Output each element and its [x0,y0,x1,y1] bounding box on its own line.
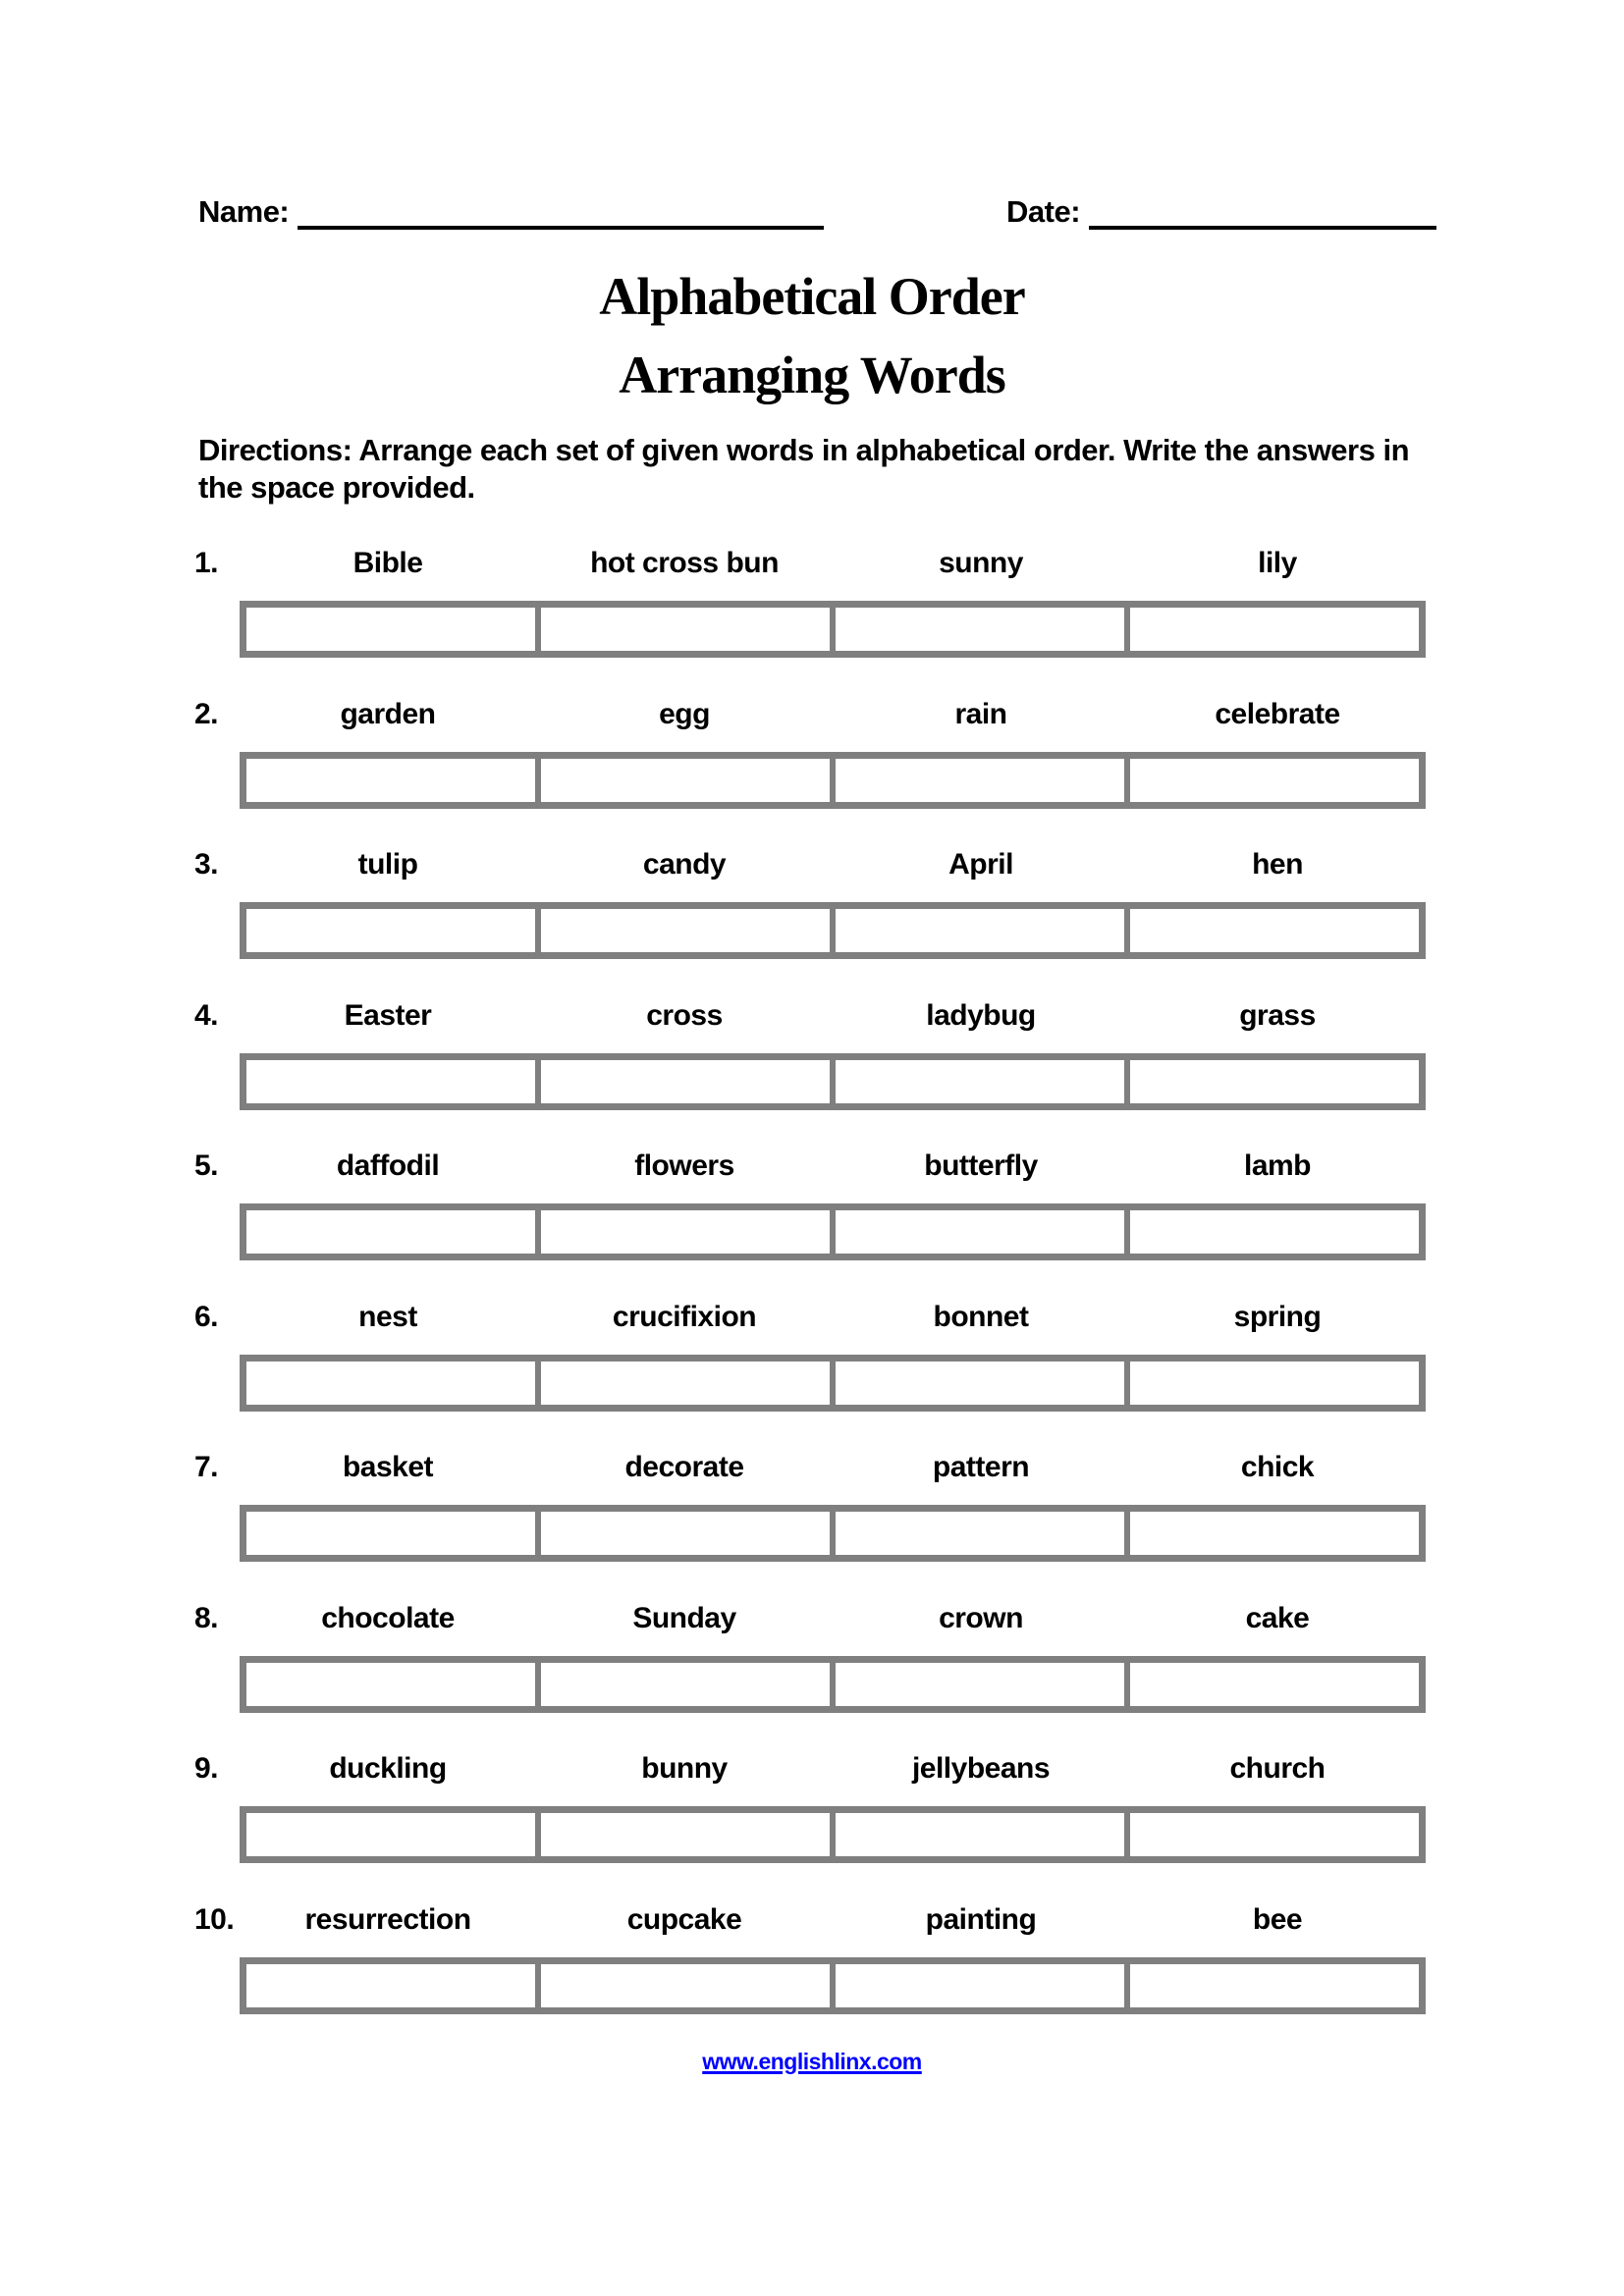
word-list [240,1450,1426,1485]
answer-cell[interactable] [1130,1663,1419,1706]
question-row [194,1300,1432,1412]
answer-cell[interactable] [836,1060,1124,1103]
answer-cell[interactable] [836,1512,1124,1555]
answer-box [240,1505,1426,1562]
question-number: 1. [194,547,219,579]
answer-cell[interactable] [1130,1060,1419,1103]
word-label: duckling [329,1752,447,1785]
answer-cell[interactable] [246,1663,535,1706]
question-number: 6. [194,1301,219,1333]
word-label: April [948,848,1013,881]
word-label: resurrection [304,1903,471,1936]
word-label: chick [1240,1451,1315,1483]
word-label: cake [1245,1602,1310,1634]
word-label: crucifixion [612,1301,757,1333]
question-rows [194,0,1432,2296]
answer-box [240,601,1426,658]
word-label: nest [358,1301,417,1333]
word-label: ladybug [926,999,1036,1032]
answer-box [240,1806,1426,1863]
word-label: chocolate [321,1602,455,1634]
word-label: spring [1233,1301,1322,1333]
word-list [240,1751,1426,1787]
question-row [194,546,1432,658]
word-label: hen [1252,848,1303,881]
word-label: tulip [357,848,418,881]
question-number: 2. [194,698,219,730]
answer-box [240,1957,1426,2014]
word-label: flowers [634,1149,734,1182]
word-label: candy [642,848,727,881]
answer-cell[interactable] [836,1210,1124,1254]
answer-cell[interactable] [836,909,1124,952]
word-list [240,1902,1426,1938]
answer-cell[interactable] [541,1663,830,1706]
answer-cell[interactable] [541,909,830,952]
worksheet-title-line2: Arranging Words [619,346,1005,404]
question-number: 5. [194,1149,219,1182]
question-row [194,998,1432,1110]
word-label: lily [1258,547,1297,579]
word-label: Bible [352,547,423,579]
answer-box [240,752,1426,809]
question-number: 4. [194,999,219,1032]
answer-cell[interactable] [246,1362,535,1405]
word-label: crown [939,1602,1023,1634]
answer-cell[interactable] [246,1210,535,1254]
answer-cell[interactable] [541,1210,830,1254]
word-label: celebrate [1215,698,1340,730]
word-label: church [1229,1752,1326,1785]
footer-link[interactable]: www.englishlinx.com [702,2049,922,2074]
word-label: painting [925,1903,1037,1936]
footer [0,2048,1624,2075]
word-label: cross [646,999,723,1032]
answer-cell[interactable] [246,1060,535,1103]
question-row [194,1450,1432,1562]
answer-cell[interactable] [1130,1813,1419,1856]
answer-cell[interactable] [1130,1362,1419,1405]
question-number: 3. [194,848,219,881]
word-label: hot cross bun [590,547,779,579]
word-label: bee [1252,1903,1303,1936]
answer-cell[interactable] [836,759,1124,802]
date-label: Date: [1006,194,1081,229]
word-label: basket [342,1451,434,1483]
answer-cell[interactable] [541,1060,830,1103]
answer-box [240,1355,1426,1412]
answer-box [240,1656,1426,1713]
answer-cell[interactable] [246,909,535,952]
question-row [194,1902,1432,2014]
answer-cell[interactable] [836,608,1124,651]
answer-cell[interactable] [1130,909,1419,952]
answer-cell[interactable] [246,1813,535,1856]
word-label: rain [954,698,1007,730]
word-label: egg [659,698,710,730]
question-number: 7. [194,1451,219,1483]
answer-cell[interactable] [541,608,830,651]
answer-cell[interactable] [836,1813,1124,1856]
word-label: jellybeans [911,1752,1051,1785]
word-label: lamb [1243,1149,1312,1182]
answer-box [240,902,1426,959]
answer-box [240,1053,1426,1110]
word-list [240,998,1426,1034]
answer-cell[interactable] [1130,608,1419,651]
question-row [194,697,1432,809]
question-number: 10. [194,1903,235,1936]
worksheet-title-line1: Alphabetical Order [599,267,1025,326]
directions-text: Directions: Arrange each set of given words in alphabetical order. Write the answers in the space provided. [198,433,1410,505]
question-row [194,1751,1432,1863]
word-label: pattern [932,1451,1030,1483]
question-row [194,1601,1432,1713]
answer-cell[interactable] [246,1512,535,1555]
question-row [194,1148,1432,1260]
answer-cell[interactable] [541,1813,830,1856]
answer-cell[interactable] [541,1362,830,1405]
word-label: cupcake [626,1903,742,1936]
answer-cell[interactable] [246,608,535,651]
answer-cell[interactable] [836,1964,1124,2007]
answer-cell[interactable] [541,1512,830,1555]
answer-cell[interactable] [1130,1512,1419,1555]
word-list [240,697,1426,732]
answer-cell[interactable] [246,759,535,802]
word-label: sunny [939,547,1023,579]
word-list [240,1148,1426,1184]
word-label: Sunday [632,1602,736,1634]
answer-box [240,1203,1426,1260]
word-list [240,546,1426,581]
answer-cell[interactable] [1130,1210,1419,1254]
question-number: 8. [194,1602,219,1634]
question-number: 9. [194,1752,219,1785]
word-label: bonnet [933,1301,1029,1333]
answer-cell[interactable] [836,1663,1124,1706]
answer-cell[interactable] [1130,1964,1419,2007]
word-list [240,1601,1426,1636]
answer-cell[interactable] [541,759,830,802]
answer-cell[interactable] [836,1362,1124,1405]
word-list [240,847,1426,882]
word-label: garden [340,698,436,730]
answer-cell[interactable] [541,1964,830,2007]
word-label: decorate [624,1451,744,1483]
word-label: butterfly [924,1149,1038,1182]
word-label: daffodil [336,1149,440,1182]
word-list [240,1300,1426,1335]
answer-cell[interactable] [1130,759,1419,802]
answer-cell[interactable] [246,1964,535,2007]
word-label: grass [1239,999,1316,1032]
word-label: Easter [344,999,432,1032]
word-label: bunny [641,1752,728,1785]
question-row [194,847,1432,959]
name-label: Name: [198,194,290,229]
